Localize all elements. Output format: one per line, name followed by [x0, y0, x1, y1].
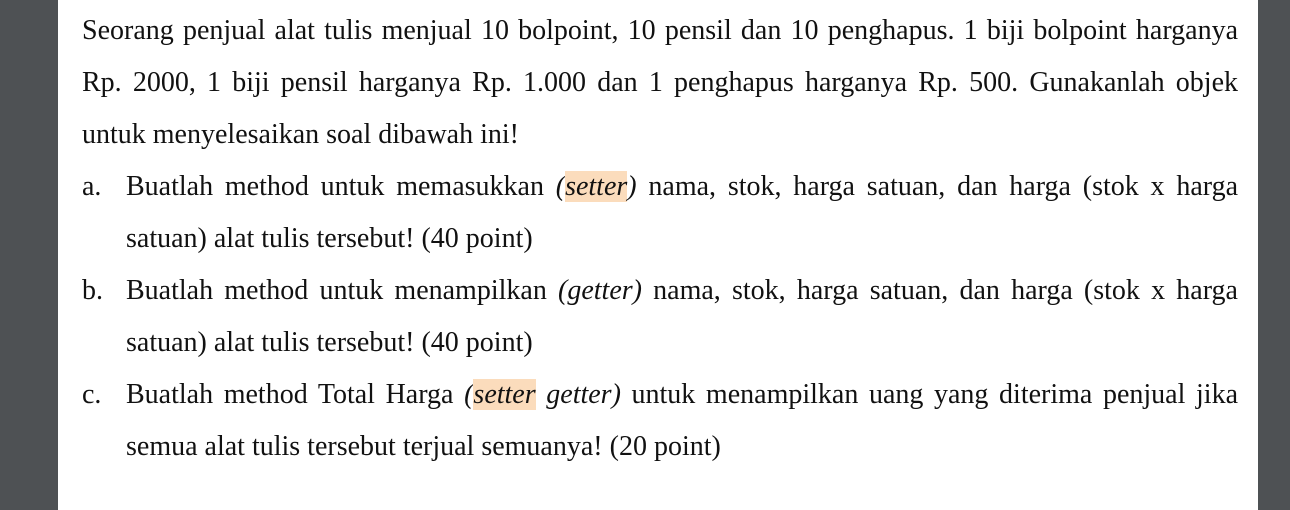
question-item-a [82, 161, 1238, 265]
question-text: Buatlah method untuk menampilkan [126, 275, 559, 306]
question-text: untuk menampilkan uang yang diterima penjual jika semua alat tulis tersebut terjual semuanya! (20 point) [126, 379, 1238, 462]
setter-getter-term: (setter getter) [464, 379, 621, 410]
document-content [82, 5, 1238, 473]
list-marker: b. [82, 275, 103, 306]
question-list [82, 161, 1238, 473]
setter-term: (setter) [555, 171, 637, 202]
list-marker: a. [82, 171, 102, 202]
question-item-b [82, 265, 1238, 369]
document-page [58, 0, 1258, 510]
question-text: Buatlah method Total Harga [126, 379, 465, 410]
question-text: nama, stok, harga satuan, dan harga (stok x harga satuan) alat tulis tersebut! (40 point) [126, 275, 1238, 358]
question-text: nama, stok, harga satuan, dan harga (stok x harga satuan) alat tulis tersebut! (40 point) [126, 171, 1239, 254]
question-item-c [82, 369, 1238, 473]
highlighted-term: setter [565, 171, 628, 202]
question-text: Buatlah method untuk memasukkan [126, 171, 556, 202]
list-marker: c. [82, 379, 102, 410]
highlighted-term: setter [473, 379, 536, 410]
getter-term: (getter) [558, 275, 642, 306]
intro-paragraph: Seorang penjual alat tulis menjual 10 bolpoint, 10 pensil dan 10 penghapus. 1 biji bolpoint harganya Rp. 2000, 1 biji pensil harganya Rp. 1.000 dan 1 penghapus harganya Rp. 500. Gunakanlah objek untuk menyelesaikan soal dibawah ini! [82, 15, 1238, 150]
